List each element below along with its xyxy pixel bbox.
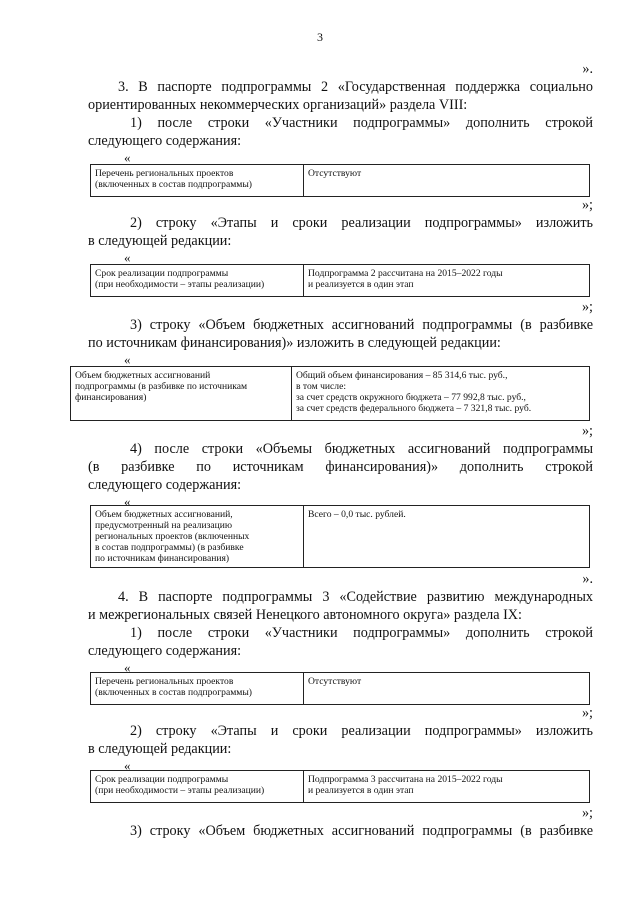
- cell-text: в том числе:: [296, 381, 347, 392]
- closing-quote: »;: [581, 705, 593, 721]
- item-text: 2) строку «Этапы и сроки реализации подпрограммы» изложить: [130, 215, 593, 231]
- passport-table: [90, 770, 590, 803]
- item-text: 1) после строки «Участники подпрограммы» дополнить строкой: [130, 625, 593, 641]
- passport-table: [90, 264, 590, 297]
- cell-text: в состав подпрограммы) (в разбивке: [95, 542, 244, 553]
- item-text: 3) строку «Объем бюджетных ассигнований подпрограммы (в разбивке: [130, 823, 593, 839]
- cell-text: Объем бюджетных ассигнований: [75, 370, 211, 381]
- closing-quote: »;: [581, 423, 593, 439]
- table-cell-right: [304, 771, 590, 803]
- closing-quote: »;: [581, 299, 593, 315]
- cell-text: (при необходимости – этапы реализации): [95, 785, 265, 796]
- item-text: в следующей редакции:: [88, 741, 232, 757]
- section-heading: ориентированных некоммерческих организаций» раздела VIII:: [88, 97, 468, 113]
- closing-quote: ».: [582, 61, 593, 77]
- passport-table: [90, 164, 590, 197]
- cell-text: (при необходимости – этапы реализации): [95, 279, 265, 290]
- opening-quote: «: [124, 758, 131, 773]
- cell-text: по источникам финансирования): [95, 553, 230, 564]
- item-text: следующего содержания:: [88, 133, 242, 149]
- cell-text: Отсутствуют: [308, 168, 362, 179]
- cell-text: Срок реализации подпрограммы: [95, 774, 229, 785]
- cell-text: (включенных в состав подпрограммы): [95, 687, 252, 698]
- table-cell-left: [71, 367, 292, 421]
- item-text: по источникам финансирования)» изложить в следующей редакции:: [88, 335, 501, 351]
- opening-quote: «: [124, 494, 131, 509]
- item-text: 4) после строки «Объемы бюджетных ассигнований подпрограммы: [130, 441, 593, 457]
- table-cell-right: [304, 673, 590, 705]
- closing-quote: ».: [582, 571, 593, 587]
- cell-text: Общий объем финансирования – 85 314,6 тыс. руб.,: [296, 370, 508, 381]
- section-heading: 3. В паспорте подпрограммы 2 «Государственная поддержка социально: [118, 79, 593, 95]
- item-text: 1) после строки «Участники подпрограммы» дополнить строкой: [130, 115, 593, 131]
- cell-text: и реализуется в один этап: [308, 279, 414, 290]
- cell-text: Подпрограмма 3 рассчитана на 2015–2022 годы: [308, 774, 503, 785]
- passport-table: [90, 672, 590, 705]
- item-text: 3) строку «Объем бюджетных ассигнований подпрограммы (в разбивке: [130, 317, 593, 333]
- cell-text: за счет средств окружного бюджета – 77 992,8 тыс. руб.,: [296, 392, 526, 403]
- cell-text: Отсутствуют: [308, 676, 362, 687]
- table-cell-left: [91, 506, 304, 568]
- closing-quote: »;: [581, 197, 593, 213]
- page-number: 3: [317, 30, 323, 44]
- cell-text: Срок реализации подпрограммы: [95, 268, 229, 279]
- table-cell-right: [304, 165, 590, 197]
- opening-quote: «: [124, 150, 131, 165]
- cell-text: и реализуется в один этап: [308, 785, 414, 796]
- cell-text: предусмотренный на реализацию: [95, 520, 233, 531]
- opening-quote: «: [124, 250, 131, 265]
- cell-text: региональных проектов (включенных: [95, 531, 250, 542]
- cell-text: за счет средств федерального бюджета – 7 321,8 тыс. руб.: [296, 403, 532, 414]
- passport-table: [70, 366, 590, 421]
- item-text: 2) строку «Этапы и сроки реализации подпрограммы» изложить: [130, 723, 593, 739]
- cell-text: Всего – 0,0 тыс. рублей.: [308, 509, 406, 520]
- item-text: следующего содержания:: [88, 477, 242, 493]
- cell-text: (включенных в состав подпрограммы): [95, 179, 252, 190]
- cell-text: Перечень региональных проектов: [95, 168, 234, 179]
- opening-quote: «: [124, 352, 131, 367]
- item-text: в следующей редакции:: [88, 233, 232, 249]
- item-text: следующего содержания:: [88, 643, 242, 659]
- cell-text: Перечень региональных проектов: [95, 676, 234, 687]
- cell-text: финансирования): [75, 392, 147, 403]
- item-text: (в разбивке по источникам финансирования)» дополнить строкой: [88, 459, 593, 475]
- table-cell-right: [304, 265, 590, 297]
- cell-text: подпрограммы (в разбивке по источникам: [75, 381, 248, 392]
- opening-quote: «: [124, 660, 131, 675]
- cell-text: Объем бюджетных ассигнований,: [95, 509, 233, 520]
- table-cell-right: [304, 506, 590, 568]
- table-cell-left: [91, 673, 304, 705]
- table-cell-left: [91, 771, 304, 803]
- cell-text: Подпрограмма 2 рассчитана на 2015–2022 годы: [308, 268, 503, 279]
- table-cell-left: [91, 165, 304, 197]
- section-heading: и межрегиональных связей Ненецкого автономного округа» раздела IX:: [88, 607, 522, 623]
- passport-table: [90, 505, 590, 568]
- closing-quote: »;: [581, 805, 593, 821]
- table-cell-right: [292, 367, 590, 421]
- section-heading: 4. В паспорте подпрограммы 3 «Содействие развитию международных: [118, 589, 593, 605]
- table-cell-left: [91, 265, 304, 297]
